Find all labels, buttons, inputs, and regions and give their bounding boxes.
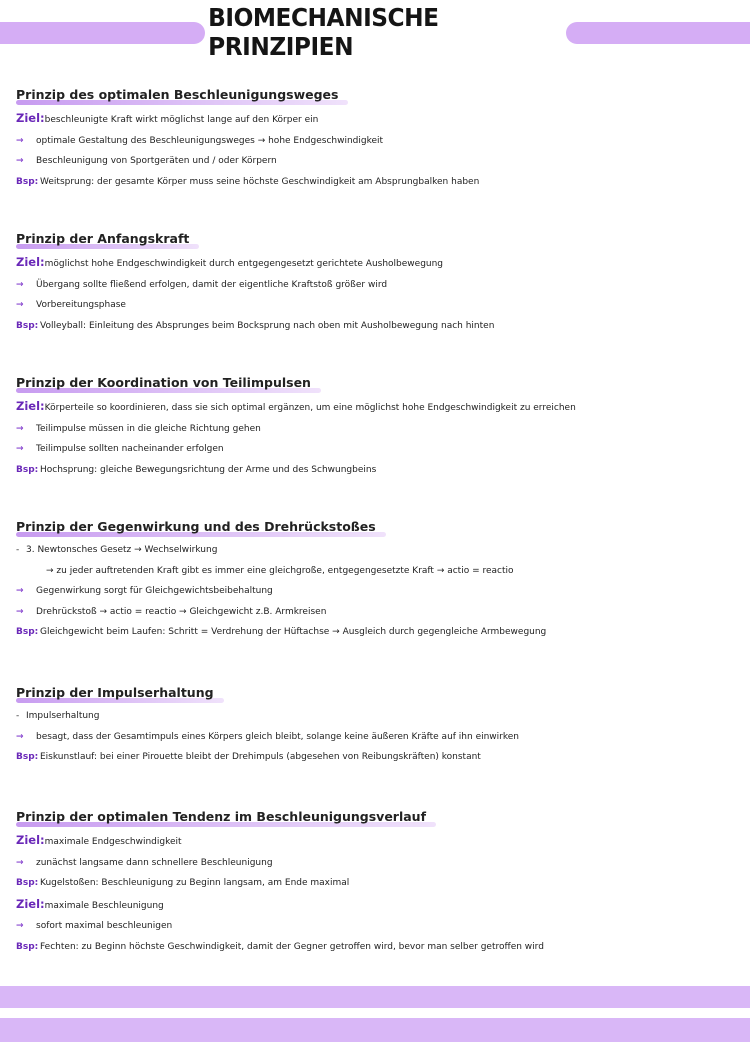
list-item: Bsp: Volleyball: Einleitung des Absprunges beim Bocksprung nach oben mit Ausholbewegung nach hinten bbox=[16, 316, 736, 337]
arrow-icon: → bbox=[16, 423, 24, 434]
arrow-icon: → bbox=[16, 279, 24, 290]
section-heading: Prinzip der Gegenwirkung und des Drehrückstoßes bbox=[16, 519, 386, 534]
section-optimale-tendenz bbox=[16, 806, 736, 957]
list-item: Bsp: Eiskunstlauf: bei einer Pirouette bleibt der Drehimpuls (abgesehen von Reibungskräften) konstant bbox=[16, 747, 736, 768]
section-gegenwirkung-drehrueckstoss bbox=[16, 516, 736, 643]
section-impulserhaltung bbox=[16, 682, 736, 768]
bsp-marker: Bsp: bbox=[16, 320, 39, 331]
ziel-marker: Ziel: bbox=[16, 255, 45, 269]
section-heading: Prinzip der optimalen Tendenz im Beschleunigungsverlauf bbox=[16, 809, 436, 824]
arrow-icon: → bbox=[16, 586, 24, 596]
list-item: → Vorbereitungsphase bbox=[16, 295, 736, 316]
list-item: Ziel: maximale Beschleunigung bbox=[16, 894, 736, 917]
bsp-marker: Bsp: bbox=[16, 176, 39, 187]
list-item: Ziel: beschleunigte Kraft wirkt möglichst lange auf den Körper ein bbox=[16, 108, 736, 131]
list-item: → sofort maximal beschleunigen bbox=[16, 916, 736, 937]
list-item: → Gegenwirkung sorgt für Gleichgewichtsbeibehaltung bbox=[16, 581, 736, 602]
title-band-right bbox=[566, 22, 750, 44]
bsp-marker: Bsp: bbox=[16, 464, 39, 475]
list-item: → Beschleunigung von Sportgeräten und / oder Körpern bbox=[16, 151, 736, 172]
list-item: Bsp: Fechten: zu Beginn höchste Geschwindigkeit, damit der Gegner getroffen wird, bevor man selber getroffen wird bbox=[16, 937, 736, 958]
page-title: BIOMECHANISCHE PRINZIPIEN bbox=[208, 10, 557, 54]
bottom-band-upper bbox=[0, 986, 750, 1008]
section-heading: Prinzip der Impulserhaltung bbox=[16, 685, 224, 700]
list-item: → Drehrückstoß → actio = reactio → Gleichgewicht z.B. Armkreisen bbox=[16, 602, 736, 623]
section-heading: Prinzip des optimalen Beschleunigungsweges bbox=[16, 87, 348, 102]
section-optimaler-beschleunigungsweg bbox=[16, 84, 736, 192]
list-item: - Impulserhaltung bbox=[16, 706, 736, 727]
ziel-marker: Ziel: bbox=[16, 896, 45, 911]
list-item: → optimale Gestaltung des Beschleunigungsweges → hohe Endgeschwindigkeit bbox=[16, 131, 736, 152]
list-item: → zunächst langsame dann schnellere Beschleunigung bbox=[16, 853, 736, 874]
arrow-icon: → bbox=[16, 606, 24, 617]
bsp-marker: Bsp: bbox=[16, 752, 39, 762]
list-item: Ziel: möglichst hohe Endgeschwindigkeit durch entgegengesetzt gerichtete Ausholbewegung bbox=[16, 252, 736, 275]
bsp-marker: Bsp: bbox=[16, 941, 39, 952]
dash-marker: - bbox=[16, 545, 20, 555]
list-item: → besagt, dass der Gesamtimpuls eines Körpers gleich bleibt, solange keine äußeren Kräfte auf ihn einwirken bbox=[16, 727, 736, 748]
bottom-band-lower bbox=[0, 1018, 750, 1042]
arrow-icon: → bbox=[16, 731, 24, 742]
list-item: Ziel: maximale Endgeschwindigkeit bbox=[16, 830, 736, 853]
bsp-marker: Bsp: bbox=[16, 878, 39, 888]
arrow-icon: → bbox=[16, 857, 24, 868]
arrow-icon: → bbox=[16, 300, 24, 310]
list-item: Bsp: Weitsprung: der gesamte Körper muss seine höchste Geschwindigkeit am Absprungbalken haben bbox=[16, 172, 736, 193]
list-item: Bsp: Kugelstoßen: Beschleunigung zu Beginn langsam, am Ende maximal bbox=[16, 873, 736, 894]
arrow-icon: → bbox=[16, 135, 24, 146]
ziel-marker: Ziel: bbox=[16, 399, 45, 413]
section-heading: Prinzip der Anfangskraft bbox=[16, 231, 199, 246]
arrow-icon: → bbox=[16, 156, 24, 166]
bsp-marker: Bsp: bbox=[16, 627, 39, 637]
arrow-icon: → bbox=[16, 921, 24, 931]
arrow-icon: → bbox=[16, 444, 24, 454]
ziel-marker: Ziel: bbox=[16, 833, 45, 847]
list-item: → Teilimpulse sollten nacheinander erfolgen bbox=[16, 439, 736, 460]
list-item: → Übergang sollte fließend erfolgen, damit der eigentliche Kraftstoß größer wird bbox=[16, 275, 736, 296]
dash-marker: - bbox=[16, 711, 20, 721]
list-item: Bsp: Gleichgewicht beim Laufen: Schritt = Verdrehung der Hüftachse → Ausgleich durch gegengleiche Armbewegung bbox=[16, 622, 736, 643]
list-item: → Teilimpulse müssen in die gleiche Richtung gehen bbox=[16, 419, 736, 440]
section-heading: Prinzip der Koordination von Teilimpulsen bbox=[16, 375, 321, 390]
list-item: Ziel: Körperteile so koordinieren, dass sie sich optimal ergänzen, um eine möglichst hohe Endgeschwindigkeit zu erreichen bbox=[16, 396, 736, 419]
list-item: Bsp: Hochsprung: gleiche Bewegungsrichtung der Arme und des Schwungbeins bbox=[16, 460, 736, 481]
ziel-marker: Ziel: bbox=[16, 111, 45, 125]
list-item: - 3. Newtonsches Gesetz → Wechselwirkung bbox=[16, 540, 736, 561]
section-koordination-teilimpulse bbox=[16, 372, 736, 480]
list-item: → zu jeder auftretenden Kraft gibt es immer eine gleichgroße, entgegengesetzte Kraft → actio = reactio bbox=[46, 565, 514, 576]
title-band-left bbox=[0, 22, 205, 44]
section-anfangskraft bbox=[16, 228, 736, 336]
